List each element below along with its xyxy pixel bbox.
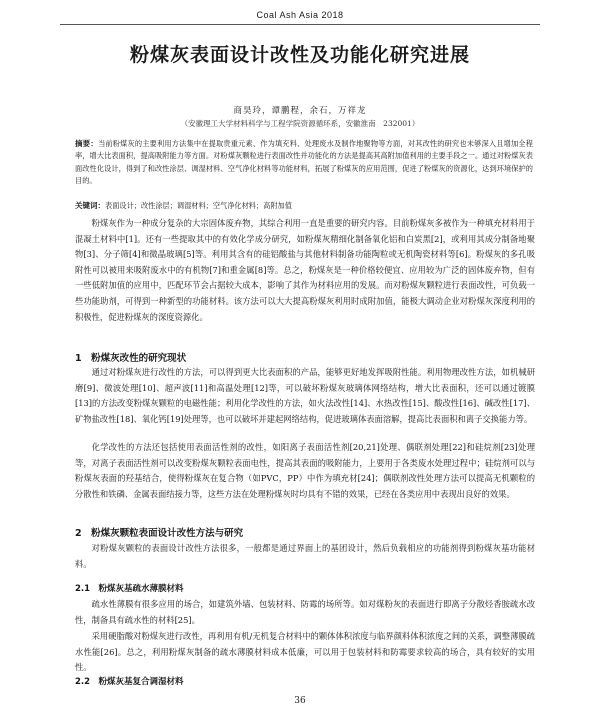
subsection-2-1-paragraph-1: 疏水性薄膜有很多应用的场合，如建筑外墙、包装材料、防霉的场所等。如对煤粉灰的表面进行即离子分散烃香胺疏水改性，制备具有疏水性的材料[25]。 <box>75 599 535 625</box>
intro-paragraph: 粉煤灰作为一种成分复杂的大宗固体废弃物，其综合利用一直是重要的研究内容。目前粉煤灰多被作为一种填充材料用于混凝土材料中[1]。还有一些提取其中的有效化学成分研究，如粉煤灰精细化制备氧化铝和白炭黑[2]，或利用其成分制备地聚物[3]、分子筛[4]和微晶玻璃[5]等。利用其含有的硅铝酸盐与其他材料制备功能陶粒或无机陶瓷材料等[6]。粉煤灰的多孔吸附性可以被用来吸附废水中的有机物[7]和重金属[8]等。总之，粉煤灰是一种价格较便宜、应用较为广泛的固体废弃物，但有一些低附加值的应用中，匹配环节会占据较大成本，影响了其作为材料应用的发展。而对粉煤灰颗粒进行表面改性，可负载一些功能助剂，可得到一种新型的功能材料。该方法可以大大提高粉煤灰利用时成附加值，能极大调动企业对粉煤灰深度利用的积极性，促进粉煤灰的深度资源化。 <box>75 218 535 322</box>
keywords <box>75 200 533 211</box>
paper-title: 粉煤灰表面设计改性及功能化研究进展 <box>129 44 470 66</box>
running-head: Coal Ash Asia 2018 <box>256 10 344 20</box>
subsection-2-2-heading: 2.2 粉煤灰基复合调湿材料 <box>75 677 184 687</box>
section-1-paragraph-1: 通过对粉煤灰进行改性的方法，可以得到更大比表面积的产品，能够更好地发挥吸附性能。利用物理改性方法，如机械研磨[9]、微波处理[10]、超声波[11]和高温处理[12]等，可以破坏粉煤灰玻璃体网络结构，增大比表面积，还可以通过镀膜[13]的方法改变粉煤灰颗粒的电磁性能；利用化学改性的方法，如火法改性[14]、水热改性[15]、酸改性[16]、碱改性[17]、矿物盐改性[18]、氧化钙[19]处理等，也可以破坏并建起网络结构，促进玻璃体表面溶解，提高比表面积和离子交换能力等。 <box>75 367 535 424</box>
abstract-text: 当前粉煤灰的主要利用方法集中在提取贵重元素、作为填充料、处理废水及制作地聚物等方面，对其改性的研究也未够深入且增加全程率，增大比表面积，提高吸附能力等方面。对粉煤灰颗粒进行表面改性并功能化的方法是提高其高附加值利用的主要手段之一。通过对粉煤灰表面改性化设计，得到了和改性涂层、调湿材料、空气净化材料等功能材料，拓展了粉煤灰的应用范围，促进了粉煤灰的资源化，达到环境保护的目的。 <box>75 139 533 186</box>
authors: 商昊玲，谭鹏程，余石，万祥龙 <box>233 106 367 116</box>
abstract-label: 摘要： <box>75 139 99 148</box>
keywords-text: 表面设计；改性涂层；调湿材料；空气净化材料；高附加值 <box>105 201 292 210</box>
affiliation: （安徽理工大学材料科学与工程学院资源循环系，安徽淮南 232001） <box>180 119 420 128</box>
abstract <box>75 138 533 188</box>
section-1-heading: 1 粉煤灰改性的研究现状 <box>75 353 187 364</box>
page-number: 36 <box>294 696 306 706</box>
section-2-heading: 2 粉煤灰颗粒表面设计改性方法与研究 <box>75 528 244 539</box>
header-rule <box>60 24 540 25</box>
section-1-paragraph-2: 化学改性的方法还包括使用表面活性剂的改性，如阳离子表面活性剂[20,21]处理、偶联剂处理[22]和硅烷剂[23]处理等，对离子表面活性剂可以改变粉煤灰颗粒表面电性，提高其表面的吸附能力，上要用于各类废水处理过程中；硅烷剂可以与粉煤灰表面的羟基结合，使得粉煤灰在复合物（如PVC，PP）中作为填充材[24]；偶联剂改性处理方法可以提高无机颗粒的分散性和铁磷、金属表面结接力等，这些方法在处理粉煤灰时均具有不错的效果，已经在各类应用中表现出良好的效果。 <box>75 442 535 499</box>
keywords-label: 关键词： <box>75 201 105 210</box>
subsection-2-1-heading: 2.1 粉煤灰基疏水薄膜材料 <box>75 584 184 594</box>
subsection-2-1-paragraph-2: 采用硬脂酸对粉煤灰进行改性，再利用有机/无机复合材料中的颗体体积浓度与临界颜料体积浓度之间的关系，调整薄膜疏水性能[26]。总之，利用粉煤灰制备的疏水薄膜材料成本低廉，可以用于包装材料和防霉要求较高的场合，具有较好的实用性。 <box>75 631 535 673</box>
section-2-paragraph-1: 对粉煤灰颗粒的表面设计改性方法很多，一般都是通过界面上的基团设计，然后负载相应的功能剂得到粉煤灰基功能材料。 <box>75 543 535 569</box>
